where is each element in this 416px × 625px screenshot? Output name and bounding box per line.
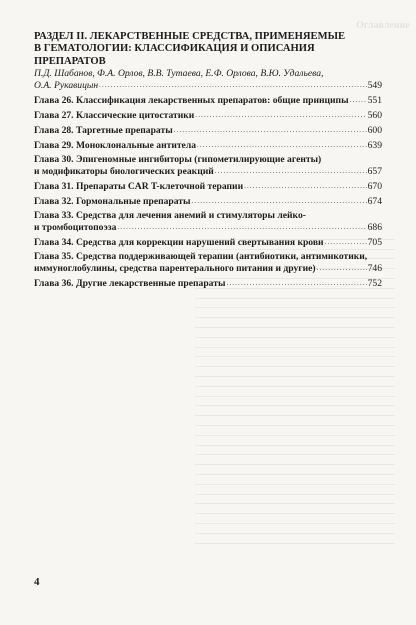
toc-entry-chapter-29[interactable] xyxy=(34,139,382,151)
section-title-line-2: В ГЕМАТОЛОГИИ: КЛАССИФИКАЦИЯ И ОПИСАНИЯ ПРЕПАРАТОВ xyxy=(34,43,315,67)
leader-dots xyxy=(174,124,367,136)
leader-dots xyxy=(317,262,367,274)
section-authors-last: О.А. Рукавицын xyxy=(34,80,99,92)
chapter-page: 560 xyxy=(367,110,382,122)
leader-dots xyxy=(215,165,367,177)
chapter-number: Глава 30. xyxy=(34,153,74,165)
chapter-number: Глава 32. xyxy=(34,195,74,207)
section-header xyxy=(34,31,382,92)
toc-entry-chapter-30[interactable] xyxy=(34,154,382,178)
leader-dots xyxy=(325,236,367,248)
toc-entry-chapter-26[interactable] xyxy=(34,94,382,106)
chapter-number: Глава 31. xyxy=(34,181,74,193)
leader-dots xyxy=(117,221,366,233)
leader-dots xyxy=(195,109,366,121)
chapter-page: 746 xyxy=(367,263,382,275)
chapter-title-line-2: иммуноглобулины, средства парентерального питания и другие) xyxy=(34,263,316,275)
leader-dots xyxy=(197,139,367,151)
chapter-page: 686 xyxy=(367,222,382,234)
toc-entry-chapter-33[interactable] xyxy=(34,210,382,234)
chapter-title: Средства для коррекции нарушений свертывания крови xyxy=(75,237,324,249)
chapter-title-line-2: и модификаторы биологических реакций xyxy=(34,166,214,178)
chapter-title-line-2: и тромбоцитопоэза xyxy=(34,222,117,234)
chapter-title: Классические цитостатики xyxy=(75,110,195,122)
section-authors-line-2 xyxy=(34,79,382,91)
chapter-title: Моноклональные антитела xyxy=(75,139,196,151)
toc-entry-chapter-32[interactable] xyxy=(34,195,382,207)
toc-entry-chapter-31[interactable] xyxy=(34,180,382,192)
chapter-page: 752 xyxy=(367,278,382,290)
leader-dots xyxy=(244,180,367,192)
chapter-number: Глава 34. xyxy=(34,237,74,249)
chapter-page: 600 xyxy=(367,125,382,137)
leader-dots xyxy=(350,94,367,106)
chapter-number: Глава 26. xyxy=(34,95,74,107)
chapter-number: Глава 27. xyxy=(34,110,74,122)
leader-dots xyxy=(192,195,367,207)
toc-entry-chapter-36[interactable] xyxy=(34,277,382,289)
chapter-number: Глава 36. xyxy=(34,278,74,290)
toc-entry-chapter-27[interactable] xyxy=(34,109,382,121)
chapter-page: 670 xyxy=(367,181,382,193)
chapter-page: 657 xyxy=(367,166,382,178)
chapter-title-line-1: Эпигеномные ингибиторы (гипометилирующие агенты) xyxy=(75,153,322,165)
section-authors-line-1: П.Д. Шабанов, Ф.А. Орлов, В.В. Тутаева, Е.Ф. Орлова, В.Ю. Удальева, xyxy=(34,68,324,80)
toc-entry-chapter-34[interactable] xyxy=(34,236,382,248)
chapter-page: 639 xyxy=(367,139,382,151)
chapter-number: Глава 28. xyxy=(34,125,74,137)
show-through-header: Оглавление xyxy=(356,20,410,31)
chapter-page: 705 xyxy=(367,237,382,249)
chapter-title: Другие лекарственные препараты xyxy=(75,278,226,290)
leader-dots xyxy=(226,277,366,289)
chapter-title: Таргетные препараты xyxy=(75,125,173,137)
page-number: 4 xyxy=(34,576,40,588)
table-of-contents xyxy=(34,31,382,289)
chapter-page: 551 xyxy=(367,95,382,107)
toc-entry-chapter-28[interactable] xyxy=(34,124,382,136)
chapter-page: 674 xyxy=(367,195,382,207)
section-page: 549 xyxy=(367,80,382,92)
chapter-title: Препараты CAR T-клеточной терапии xyxy=(75,181,244,193)
chapter-number: Глава 29. xyxy=(34,139,74,151)
section-title-line-1: РАЗДЕЛ II. ЛЕКАРСТВЕННЫЕ СРЕДСТВА, ПРИМЕНЯЕМЫЕ xyxy=(34,31,346,42)
toc-entry-chapter-35[interactable] xyxy=(34,251,382,275)
chapter-number: Глава 35. xyxy=(34,250,74,262)
chapter-title: Гормональные препараты xyxy=(75,195,191,207)
chapter-number: Глава 33. xyxy=(34,209,74,221)
chapter-title-line-1: Средства для лечения анемий и стимуляторы лейко- xyxy=(75,209,306,221)
chapter-title: Классификация лекарственных препаратов: общие принципы xyxy=(75,95,349,107)
leader-dots xyxy=(99,79,366,91)
chapter-title-line-1: Средства поддерживающей терапии (антибиотики, антимикотики, xyxy=(75,250,368,262)
